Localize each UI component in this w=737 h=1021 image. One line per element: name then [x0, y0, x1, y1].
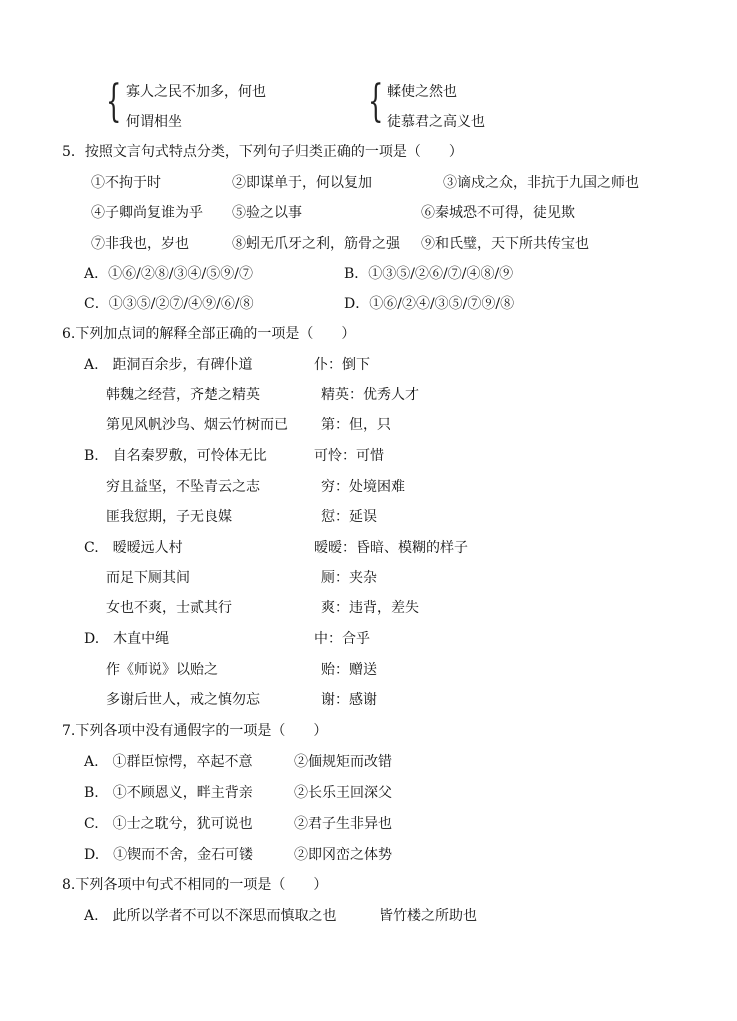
q6-b-sentence-2: 穷且益坚，不坠青云之志	[106, 479, 260, 495]
q6-a-gloss-1: 仆：倒下	[314, 357, 370, 373]
q6-b-gloss-2: 穷：处境困难	[321, 479, 405, 495]
q5-item-6: ⑥秦城恐不可得，徒见欺	[421, 205, 575, 221]
top-right-line-1: 輮使之然也	[387, 84, 457, 100]
q6-d-sentence-1[interactable]: D. 木直中绳	[84, 631, 170, 647]
q5-item-9: ⑨和氏璧，天下所共传宝也	[421, 236, 589, 252]
q6-d-gloss-2: 贻：赠送	[321, 662, 377, 678]
q6-c-gloss-2: 厕：夹杂	[321, 570, 377, 586]
q6-c-gloss-3: 爽：违背，差失	[321, 600, 419, 616]
q6-a-gloss-3: 第：但，只	[321, 417, 391, 433]
q6-b-gloss-3: 愆：延误	[321, 509, 377, 525]
q7-a-part-2: ②偭规矩而改错	[294, 754, 392, 770]
q8-a-part-1[interactable]: A. 此所以学者不可以不深思而慎取之也	[84, 908, 337, 924]
q7-c-part-2: ②君子生非异也	[294, 816, 392, 832]
right-brace-icon: {	[368, 76, 384, 127]
q5-item-4: ④子卿尚复谁为乎	[91, 205, 203, 221]
q6-c-sentence-1[interactable]: C. 暧暧远人村	[84, 540, 183, 556]
q6-c-sentence-3: 女也不爽，士贰其行	[106, 600, 232, 616]
question-6-stem: 6.下列加点词的解释全部正确的一项是（ ）	[62, 326, 356, 342]
q6-d-gloss-3: 谢：感谢	[321, 692, 377, 708]
top-right-line-2: 徒慕君之高义也	[387, 114, 485, 130]
question-8-stem: 8.下列各项中句式不相同的一项是（ ）	[62, 877, 328, 893]
q6-b-sentence-3: 匪我愆期，子无良媒	[106, 509, 232, 525]
q7-c-part-1[interactable]: C. ①士之耽兮，犹可说也	[84, 816, 253, 832]
q6-c-sentence-2: 而足下厕其间	[106, 570, 190, 586]
q5-item-2: ②即谋单于，何以复加	[232, 175, 372, 191]
q7-b-part-2: ②长乐王回深父	[294, 785, 392, 801]
left-brace-icon: {	[106, 76, 122, 127]
q5-item-5: ⑤验之以事	[232, 205, 302, 221]
q8-a-part-2: 皆竹楼之所助也	[379, 908, 477, 924]
q6-d-gloss-1: 中：合乎	[314, 631, 370, 647]
q6-d-sentence-2: 作《师说》以贻之	[106, 662, 218, 678]
q6-a-gloss-2: 精英：优秀人才	[321, 387, 419, 403]
top-left-line-1: 寡人之民不加多，何也	[126, 84, 266, 100]
q5-option-b[interactable]: B．①③⑤/②⑥/⑦/④⑧/⑨	[344, 266, 514, 282]
question-7-stem: 7.下列各项中没有通假字的一项是（ ）	[62, 723, 328, 739]
q5-item-7: ⑦非我也，岁也	[91, 236, 189, 252]
q7-a-part-1[interactable]: A. ①群臣惊愕，卒起不意	[84, 754, 253, 770]
q7-d-part-2: ②即冈峦之体势	[294, 847, 392, 863]
top-left-line-2: 何谓相坐	[126, 114, 182, 130]
q6-a-sentence-1[interactable]: A. 距洞百余步，有碑仆道	[84, 357, 253, 373]
q5-item-3: ③谪戍之众，非抗于九国之师也	[443, 175, 639, 191]
q5-item-1: ①不拘于时	[91, 175, 161, 191]
q6-b-gloss-1: 可怜：可惜	[314, 448, 384, 464]
q7-b-part-1[interactable]: B. ①不顾恩义，畔主背亲	[84, 785, 253, 801]
q5-item-8: ⑧蚓无爪牙之利，筋骨之强	[232, 236, 400, 252]
q7-d-part-1[interactable]: D. ①锲而不舍，金石可镂	[84, 847, 254, 863]
q6-b-sentence-1[interactable]: B. 自名秦罗敷，可怜体无比	[84, 448, 267, 464]
q5-option-c[interactable]: C．①③⑤/②⑦/④⑨/⑥/⑧	[84, 296, 254, 312]
question-5-stem: 5．按照文言句式特点分类，下列句子归类正确的一项是（ ）	[62, 144, 463, 160]
q5-option-d[interactable]: D．①⑥/②④/③⑤/⑦⑨/⑧	[344, 296, 515, 312]
q6-d-sentence-3: 多谢后世人，戒之慎勿忘	[106, 692, 260, 708]
q6-a-sentence-2: 韩魏之经营，齐楚之精英	[106, 387, 260, 403]
q6-c-gloss-1: 暧暧：昏暗、模糊的样子	[314, 540, 468, 556]
q5-option-a[interactable]: A．①⑥/②⑧/③④/⑤⑨/⑦	[84, 266, 253, 282]
q6-a-sentence-3: 第见风帆沙鸟、烟云竹树而已	[106, 417, 288, 433]
